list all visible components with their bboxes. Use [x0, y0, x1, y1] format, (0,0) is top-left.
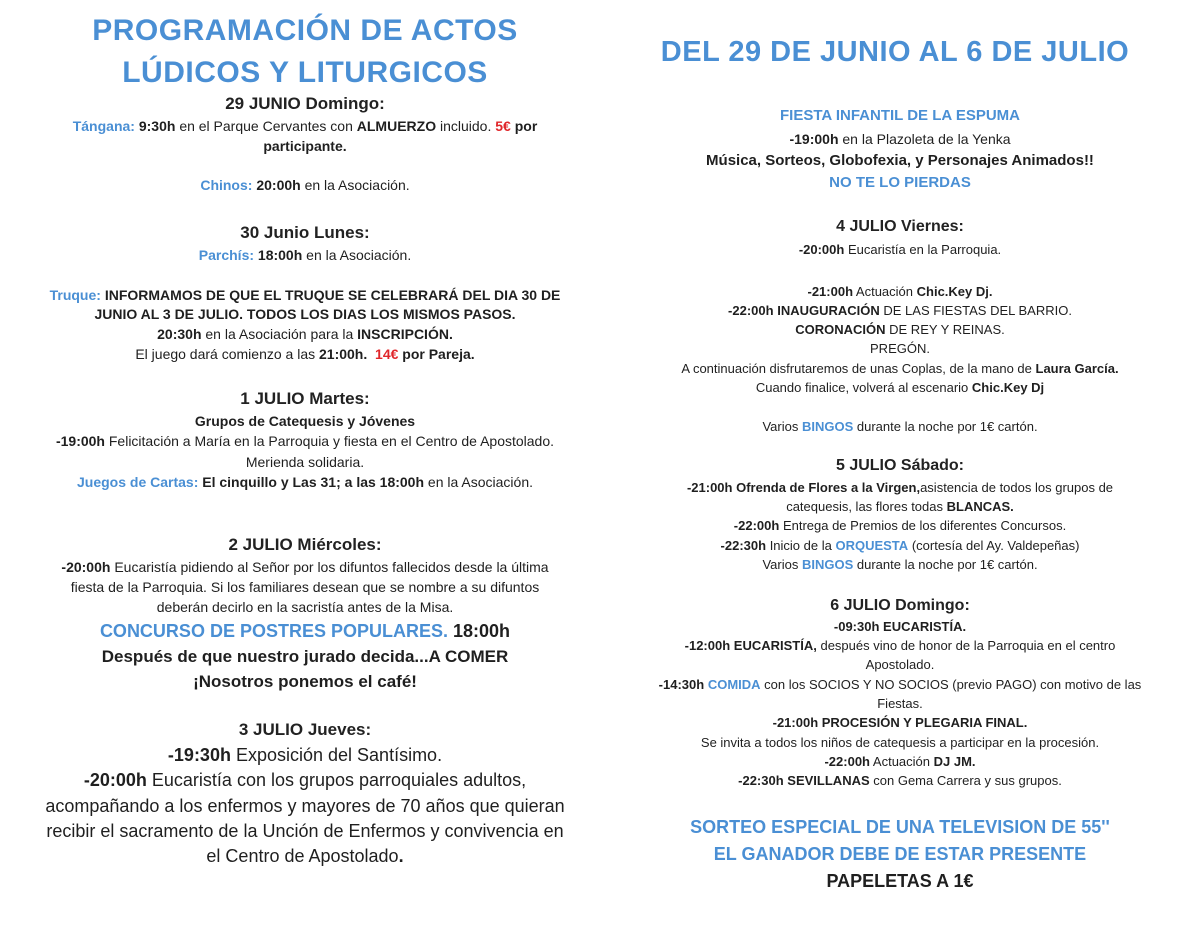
- concurso-label: CONCURSO DE POSTRES POPULARES.: [99, 621, 448, 641]
- day-2-time: -20:00h: [61, 559, 111, 575]
- truque-text-1: INFORMAMOS DE QUE EL TRUQUE SE CELEBRARÁ DEL DIA 30 DE: [104, 287, 561, 303]
- day-3-time-1: -19:30h: [167, 745, 231, 765]
- day-4-bingo: [600, 419, 1200, 434]
- date-range-title: DEL 29 DE JUNIO AL 6 DE JULIO: [660, 36, 1130, 68]
- day-6-text-9: con Gema Carrera y sus grupos.: [873, 773, 1062, 788]
- tangana-line: [0, 118, 610, 134]
- day-5-time-3: -22:00h: [733, 518, 780, 533]
- tangana-label: Tángana:: [72, 118, 135, 134]
- day-4-time-1: -20:00h: [798, 242, 845, 257]
- sorteo-line-2: EL GANADOR DEBE DE ESTAR PRESENTE: [713, 844, 1087, 864]
- chinos-line: [0, 177, 610, 193]
- day-4-bold-2: Chic.Key Dj.: [916, 284, 993, 299]
- day-3-text-1: Exposición del Santísimo.: [235, 745, 443, 765]
- day-5-line-1: [600, 480, 1200, 495]
- day-4-bold-4: CORONACIÓN: [795, 322, 886, 337]
- truque-label: Truque:: [49, 287, 101, 303]
- main-title-line-2: LÚDICOS Y LITURGICOS: [122, 56, 488, 89]
- day-5-text-2: catequesis, las flores todas: [786, 499, 943, 514]
- day-6-line-5: Fiestas.: [877, 696, 923, 711]
- truque-time: 20:30h: [157, 326, 202, 342]
- tangana-text-b: incluido.: [439, 118, 492, 134]
- day-5-heading: 5 JULIO Sábado:: [835, 457, 965, 474]
- day-4-bingo-a: Varios: [762, 419, 799, 434]
- truque-price: 14€: [375, 346, 399, 362]
- day-5-orquesta: ORQUESTA: [835, 538, 909, 553]
- day-4-time-2: -21:00h: [807, 284, 854, 299]
- day-6-line-6: -21:00h PROCESIÓN Y PLEGARIA FINAL.: [772, 715, 1028, 730]
- truque-inscripcion: INSCRIPCIÓN.: [357, 326, 453, 342]
- day-5-bingo-a: Varios: [762, 557, 799, 572]
- day-1-heading: 1 JULIO Martes:: [240, 389, 370, 408]
- day-3-time-2: -20:00h: [83, 770, 147, 790]
- day-4-text-3: DE LAS FIESTAS DEL BARRIO.: [883, 303, 1072, 318]
- comer-line: Después de que nuestro jurado decida...A COMER: [101, 647, 509, 666]
- concurso-line: [0, 621, 610, 642]
- day-1-sub: Grupos de Catequesis y Jóvenes: [194, 413, 416, 429]
- day-5-text-4b: (cortesía del Ay. Valdepeñas): [911, 538, 1080, 553]
- day-5-bingo-label: BINGOS: [801, 557, 854, 572]
- concurso-time: 18:00h: [453, 621, 511, 641]
- parchis-text: en la Asociación.: [306, 247, 412, 263]
- day-4-text-7: Cuando finalice, volverá al escenario: [755, 380, 969, 395]
- day-6-line-7: Se invita a todos los niños de catequesis a participar en la procesión.: [700, 735, 1100, 750]
- truque-line-4: [0, 346, 610, 362]
- tangana-price: 5€: [495, 118, 511, 134]
- day-6-text-2: después vino de honor de la Parroquia en el centro: [820, 638, 1116, 653]
- day-6-comida: COMIDA: [707, 677, 761, 692]
- tangana-time: 9:30h: [138, 118, 176, 134]
- tangana-por: por: [514, 118, 538, 134]
- day-1-text: Felicitación a María en la Parroquia y fiesta en el Centro de Apostolado.: [108, 433, 555, 449]
- day-4-line-1: [600, 242, 1200, 257]
- day-5-text-3: Entrega de Premios de los diferentes Concursos.: [782, 518, 1067, 533]
- day-3-line-1: [0, 745, 610, 766]
- day-6-bold-2: -12:00h EUCARISTÍA,: [684, 638, 817, 653]
- espuma-text: en la Plazoleta de la Yenka: [842, 131, 1011, 147]
- day-5-bold-1: -21:00h Ofrenda de Flores a la Virgen,: [686, 480, 921, 495]
- day-6-time-4: -14:30h: [658, 677, 705, 692]
- day-4-text-2: Actuación: [855, 284, 914, 299]
- day-3-line-2: [0, 770, 610, 791]
- day-6-line-2: [600, 638, 1200, 653]
- day-2-line-1: [0, 559, 610, 575]
- tangana-almuerzo: ALMUERZO: [356, 118, 437, 134]
- day-3-line-5: [0, 846, 610, 867]
- day-6-text-8: Actuación: [872, 754, 930, 769]
- parchis-time: 18:00h: [257, 247, 303, 263]
- day-6-bold-9: SEVILLANAS: [787, 773, 870, 788]
- day-5-bold-2: BLANCAS.: [946, 499, 1014, 514]
- day-5-text-4a: Inicio de la: [769, 538, 832, 553]
- day-4-bingo-b: durante la noche por 1€ cartón.: [856, 419, 1038, 434]
- truque-line-2: JUNIO AL 3 DE JULIO. TODOS LOS DIAS LOS MISMOS PASOS.: [94, 306, 516, 322]
- truque-line-3: [0, 326, 610, 342]
- day-3-heading: 3 JULIO Jueves:: [238, 720, 372, 739]
- main-title-line-1: PROGRAMACIÓN DE ACTOS: [92, 14, 518, 47]
- cartas-bold: El cinquillo y Las 31; a las 18:00h: [202, 474, 425, 490]
- day-3-text-5: el Centro de Apostolado: [206, 846, 399, 866]
- parchis-line: [0, 247, 610, 263]
- day-4-text-6: A continuación disfrutaremos de unas Coplas, de la mano de: [681, 361, 1032, 376]
- day-4-line-4: [600, 322, 1200, 337]
- day-4-line-3: [600, 303, 1200, 318]
- day-4-time-3: -22:00h: [728, 303, 774, 318]
- chinos-time: 20:00h: [256, 177, 301, 193]
- day-5-time-4: -22:30h: [720, 538, 767, 553]
- chinos-text: en la Asociación.: [304, 177, 410, 193]
- day-6-bold-8: DJ JM.: [933, 754, 976, 769]
- chinos-label: Chinos:: [200, 177, 253, 193]
- day-5-text-1: asistencia de todos los grupos de: [920, 480, 1114, 495]
- day-6-line-1: -09:30h EUCARISTÍA.: [833, 619, 967, 634]
- day-3-line-3: acompañando a los enfermos y mayores de 70 años que quieran: [45, 796, 565, 816]
- day-29-heading: 29 JUNIO Domingo:: [225, 94, 385, 113]
- day-4-line-2: [600, 284, 1200, 299]
- day-6-time-9: -22:30h: [738, 773, 784, 788]
- day-6-line-8: [600, 754, 1200, 769]
- day-4-bold-6: Laura García.: [1035, 361, 1119, 376]
- cartas-text: en la Asociación.: [427, 474, 533, 490]
- day-3-text-2: Eucaristía con los grupos parroquiales adultos,: [151, 770, 527, 790]
- espuma-heading: FIESTA INFANTIL DE LA ESPUMA: [779, 107, 1020, 124]
- espuma-line: [600, 131, 1200, 147]
- espuma-time: -19:00h: [789, 131, 839, 147]
- day-4-bold-3: INAUGURACIÓN: [777, 303, 880, 318]
- day-6-line-4: [600, 677, 1200, 692]
- espuma-pierdas: NO TE LO PIERDAS: [829, 174, 971, 191]
- day-4-line-6: [600, 361, 1200, 376]
- day-30-heading: 30 Junio Lunes:: [240, 223, 370, 242]
- day-1-time: -19:00h: [55, 433, 105, 449]
- tangana-participante: participante.: [263, 138, 347, 154]
- day-2-text: Eucaristía pidiendo al Señor por los difuntos fallecidos desde la última: [114, 559, 549, 575]
- day-3-line-4: recibir el sacramento de la Unción de Enfermos y convivencia en: [46, 821, 564, 841]
- day-5-line-4: [600, 538, 1200, 553]
- cartas-line: [0, 474, 610, 490]
- day-6-text-4: con los SOCIOS Y NO SOCIOS (previo PAGO) con motivo de las: [764, 677, 1142, 692]
- day-4-bold-7: Chic.Key Dj: [971, 380, 1045, 395]
- day-2-heading: 2 JULIO Miércoles:: [228, 535, 382, 554]
- day-4-bingo-label: BINGOS: [801, 419, 854, 434]
- day-6-time-8: -22:00h: [824, 754, 870, 769]
- day-2-line-2: fiesta de la Parroquia. Si los familiares desean que se nombre a su difuntos: [70, 579, 540, 595]
- cartas-label: Juegos de Cartas:: [77, 474, 199, 490]
- day-4-line-5: PREGÓN.: [870, 341, 930, 356]
- day-1-line-1: [0, 433, 610, 449]
- truque-start-text: El juego dará comienzo a las: [135, 346, 316, 362]
- day-6-line-9: [600, 773, 1200, 788]
- truque-text: en la Asociación para la: [205, 326, 354, 342]
- day-5-bingo: [600, 557, 1200, 572]
- tangana-text-a: en el Parque Cervantes con: [179, 118, 353, 134]
- espuma-musica: Música, Sorteos, Globofexia, y Personajes Animados!!: [706, 152, 1094, 169]
- day-5-line-3: [600, 518, 1200, 533]
- day-5-line-2: [600, 499, 1200, 514]
- day-4-heading: 4 JULIO Viernes:: [836, 218, 964, 235]
- day-1-line-2: Merienda solidaria.: [245, 454, 365, 470]
- day-3-dot: .: [398, 846, 404, 866]
- parchis-label: Parchís:: [198, 247, 255, 263]
- day-4-line-7: [600, 380, 1200, 395]
- day-4-text-4: DE REY Y REINAS.: [889, 322, 1005, 337]
- day-4-text-1: Eucaristía en la Parroquia.: [847, 242, 1002, 257]
- day-6-heading: 6 JULIO Domingo:: [830, 597, 970, 614]
- cafe-line: ¡Nosotros ponemos el café!: [193, 672, 417, 691]
- truque-line-1: [0, 287, 610, 303]
- day-6-line-3: Apostolado.: [865, 657, 935, 672]
- day-2-line-3: deberán decirlo en la sacristía antes de la Misa.: [156, 599, 454, 615]
- truque-start-time: 21:00h.: [319, 346, 368, 362]
- sorteo-line-3: PAPELETAS A 1€: [826, 871, 974, 891]
- day-5-bingo-b: durante la noche por 1€ cartón.: [856, 557, 1038, 572]
- sorteo-line-1: SORTEO ESPECIAL DE UNA TELEVISION DE 55'': [690, 817, 1110, 837]
- truque-pareja: por Pareja.: [402, 346, 475, 362]
